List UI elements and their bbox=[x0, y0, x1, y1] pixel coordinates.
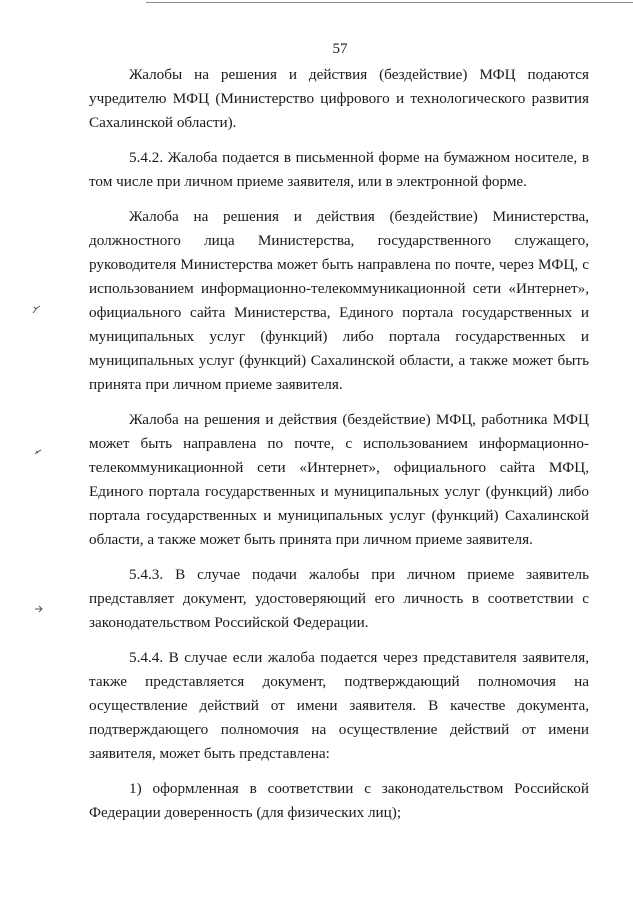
scan-mark-3-shape bbox=[34, 604, 44, 614]
top-edge-line bbox=[146, 2, 633, 3]
paragraph-5-4-3: 5.4.3. В случае подачи жалобы при личном приеме заявитель представляет документ, удостоверяющий его личность в соответствии с законодательством Российской Федерации. bbox=[89, 566, 589, 631]
document-body bbox=[89, 63, 589, 835]
scan-mark-1-shape bbox=[32, 305, 42, 315]
paragraph-5-4-4: 5.4.4. В случае если жалоба подается через представителя заявителя, также представляется документ, подтверждающий полномочия на осуществление действий от имени заявителя. В качестве документа, подтверждающего полномочия на осуществление действий от имени заявителя, может быть представлена: bbox=[89, 649, 589, 762]
scan-mark-3 bbox=[34, 604, 44, 617]
page-number: 57 bbox=[332, 41, 348, 57]
paragraph-ministry-complaint-channels: Жалоба на решения и действия (бездействие) Министерства, должностного лица Министерства, государственного служащего, руководителя Министерства может быть направлена по почте, через МФЦ, с использованием информационно-телекоммуникационной сети «Интернет», официального сайта Министерства, Единого портала государственных и муниципальных услуг (функций) либо портала государственных и муниципальных услуг (функций) Сахалинской области, а также может быть принята при личном приеме заявителя. bbox=[89, 208, 589, 393]
scan-mark-2-shape bbox=[33, 447, 43, 457]
paragraph-5-4-2: 5.4.2. Жалоба подается в письменной форме на бумажном носителе, в том числе при личном приеме заявителя, или в электронной форме. bbox=[89, 149, 589, 190]
list-item-1: 1) оформленная в соответствии с законодательством Российской Федерации доверенность (для физических лиц); bbox=[89, 780, 589, 821]
paragraph-mfc-complaint-channels: Жалоба на решения и действия (бездействие) МФЦ, работника МФЦ может быть направлена по почте, с использованием информационно-телекоммуникационной сети «Интернет», официального сайта МФЦ, Единого портала государственных и муниципальных услуг (функций) либо портала государственных и муниципальных услуг (функций) Сахалинской области, а также может быть принята при личном приеме заявителя. bbox=[89, 411, 589, 548]
paragraph-mfc-complaints-recipient: Жалобы на решения и действия (бездействие) МФЦ подаются учредителю МФЦ (Министерство цифрового и технологического развития Сахалинской области). bbox=[89, 66, 589, 131]
scan-mark-2 bbox=[33, 447, 43, 460]
scan-mark-1 bbox=[32, 305, 42, 318]
